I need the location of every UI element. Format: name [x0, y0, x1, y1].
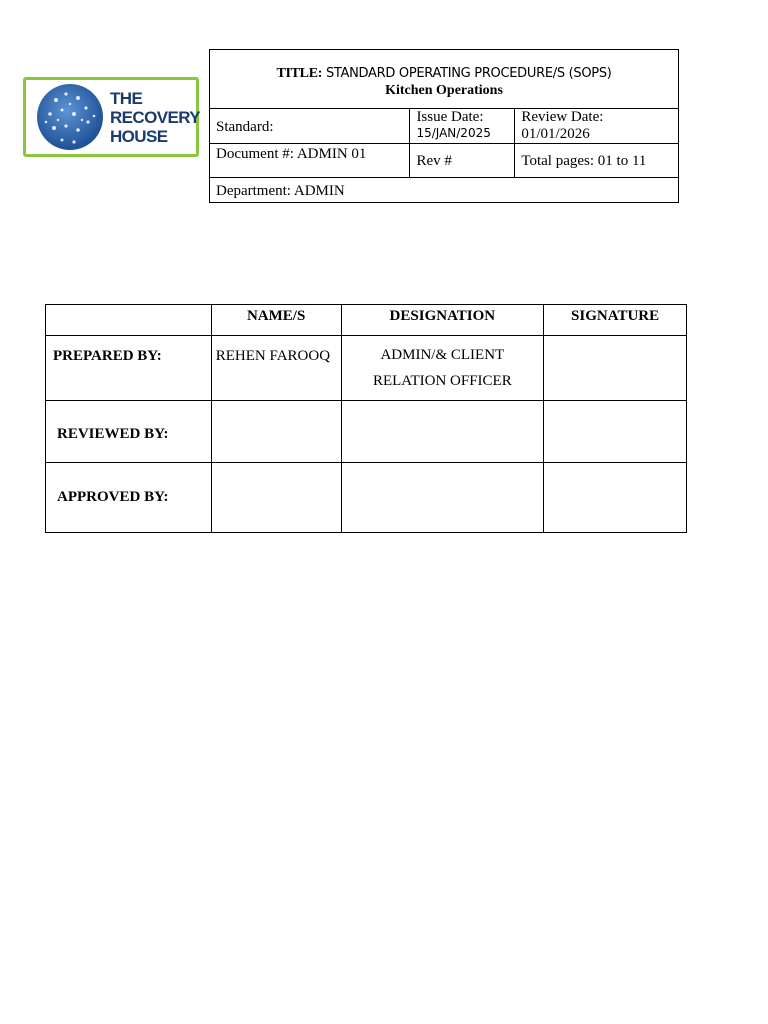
total-pages-cell — [515, 144, 679, 178]
prepared-by-label: PREPARED BY: — [46, 336, 212, 401]
department-cell — [210, 178, 679, 203]
signoff-table — [45, 304, 687, 533]
column-header-designation: DESIGNATION — [341, 305, 544, 336]
review-date-cell — [515, 109, 679, 144]
document-subtitle: Kitchen Operations — [385, 83, 503, 98]
rev-label: Rev # — [416, 153, 452, 169]
reviewed-by-name[interactable] — [211, 401, 341, 463]
globe-icon — [26, 80, 110, 154]
document-number: Document #: ADMIN 01 — [216, 146, 367, 162]
document-header-table — [209, 49, 679, 203]
designation-line-1: ADMIN/& CLIENT — [380, 347, 505, 363]
column-header-blank — [46, 305, 212, 336]
logo-line-2: RECOVERY — [110, 108, 200, 127]
logo-line-1: THE — [110, 89, 143, 108]
approved-by-signature[interactable] — [544, 463, 687, 533]
column-header-names: NAME/S — [211, 305, 341, 336]
document-number-cell — [210, 144, 410, 178]
total-pages: Total pages: 01 to 11 — [521, 153, 647, 169]
review-date-label: Review Date: — [521, 109, 604, 125]
issue-date-label: Issue Date: — [416, 109, 484, 125]
table-row — [46, 336, 687, 401]
rev-cell — [410, 144, 515, 178]
approved-by-label: APPROVED BY: — [46, 463, 212, 533]
department: Department: ADMIN — [216, 182, 345, 199]
reviewed-by-designation[interactable] — [341, 401, 544, 463]
logo-line-3: HOUSE — [110, 127, 168, 146]
standard-label: Standard: — [216, 118, 274, 135]
title-text: STANDARD OPERATING PROCEDURE/S (SOPS) — [325, 66, 612, 81]
issue-date-cell — [410, 109, 515, 144]
reviewed-by-signature[interactable] — [544, 401, 687, 463]
reviewed-by-label: REVIEWED BY: — [46, 401, 212, 463]
table-row — [46, 463, 687, 533]
prepared-by-designation — [341, 336, 544, 401]
title-cell — [210, 50, 679, 109]
company-logo — [23, 77, 199, 157]
table-row — [46, 401, 687, 463]
designation-line-2: RELATION OFFICER — [372, 373, 512, 389]
review-date-value: 01/01/2026 — [521, 126, 590, 142]
standard-cell — [210, 109, 410, 144]
issue-date-value: 15/JAN/2025 — [416, 126, 491, 140]
column-header-signature: SIGNATURE — [544, 305, 687, 336]
logo-wordmark — [110, 89, 200, 146]
prepared-by-signature[interactable] — [544, 336, 687, 401]
approved-by-designation[interactable] — [341, 463, 544, 533]
prepared-by-name: REHEN FAROOQ — [211, 336, 341, 401]
table-header-row — [46, 305, 687, 336]
approved-by-name[interactable] — [211, 463, 341, 533]
document-title — [210, 66, 678, 82]
title-prefix: TITLE: — [276, 66, 323, 81]
